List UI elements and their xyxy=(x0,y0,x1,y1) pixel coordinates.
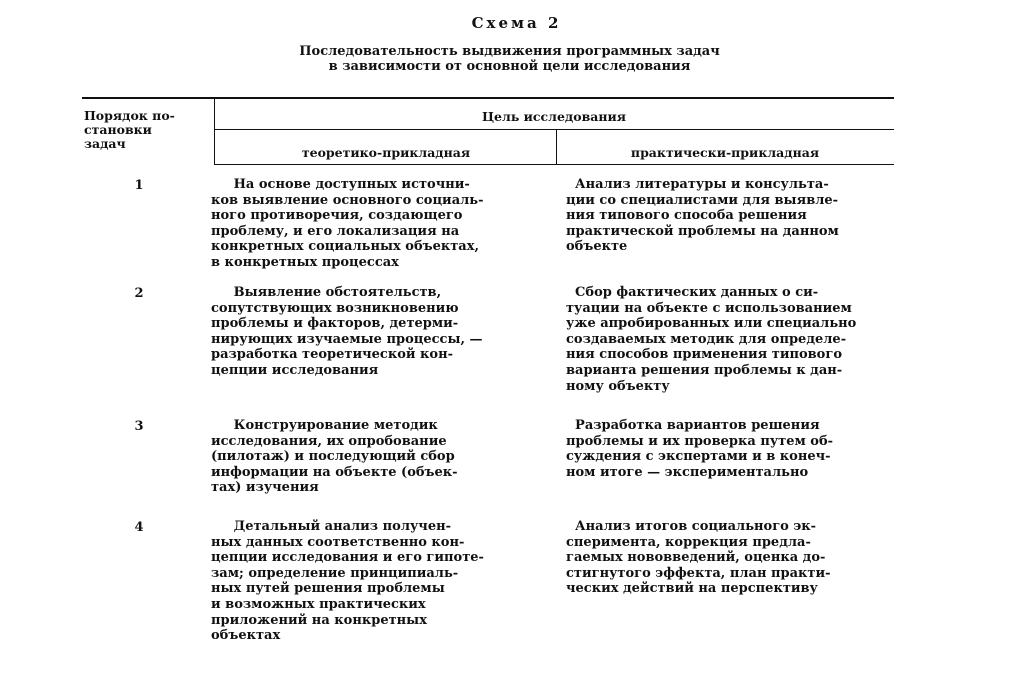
scheme-title-line1: Последовательность выдвижения программных задач xyxy=(299,44,720,59)
header-divider-mid xyxy=(556,130,557,165)
header-practical: практически-прикладная xyxy=(630,145,820,160)
table-top-rule xyxy=(82,97,894,99)
header-bottom-rule xyxy=(214,164,894,165)
header-theoretical: теоретико-прикладная xyxy=(301,145,471,160)
row-practical-text: Анализ итогов социального эк- сперимента, коррекция предла- гаемых нововведений, оценка до- стигнутого эффекта, план практи- ческих действий на перспективу xyxy=(566,519,831,597)
header-goal: Цель исследования xyxy=(481,109,627,124)
row-theoretical-text: Детальный анализ получен- ных данных соответственно кон- цепции исследования и его гипоте- зам; определение принципиаль- ных путей решения проблемы и возможных практических приложений на конкретных объектах xyxy=(211,519,484,644)
row-practical-text: Разработка вариантов решения проблемы и их проверка путем об- суждения с экспертами и в конеч- ном итоге — экспериментально xyxy=(566,418,834,480)
row-theoretical-text: На основе доступных источни- ков выявление основного социаль- ного противоречия, создающего проблему, и его локализация на конкретных социальных объектах, в конкретных процессах xyxy=(211,177,484,270)
row-practical-text: Сбор фактических данных о си- туации на объекте с использованием уже апробированных или специально создаваемых методик для определе- ния способов применения типового варианта решения проблемы к дан- ному объекту xyxy=(566,285,857,394)
scheme-title-line2: в зависимости от основной цели исследования xyxy=(328,59,691,74)
row-theoretical-text: Выявление обстоятельств, сопутствующих возникновению проблемы и факторов, детерми- нирующих изучаемые процессы, — разработка теоретической кон- цепции исследования xyxy=(211,285,483,378)
header-order: Порядок по- становки задач xyxy=(84,108,175,151)
row-number: 2 xyxy=(134,286,144,301)
header-mid-rule xyxy=(214,129,894,130)
row-number: 1 xyxy=(134,178,144,193)
row-number: 4 xyxy=(134,520,144,535)
row-number: 3 xyxy=(134,419,144,434)
header-divider-left xyxy=(214,97,215,165)
scheme-label: Схема 2 xyxy=(471,14,562,32)
scheme-title xyxy=(0,44,1013,74)
row-theoretical-text: Конструирование методик исследования, их опробование (пилотаж) и последующий сбор информации на объекте (объек- тах) изучения xyxy=(211,418,458,496)
row-practical-text: Анализ литературы и консульта- ции со специалистами для выявле- ния типового способа решения практической проблемы на данном объекте xyxy=(566,177,839,255)
